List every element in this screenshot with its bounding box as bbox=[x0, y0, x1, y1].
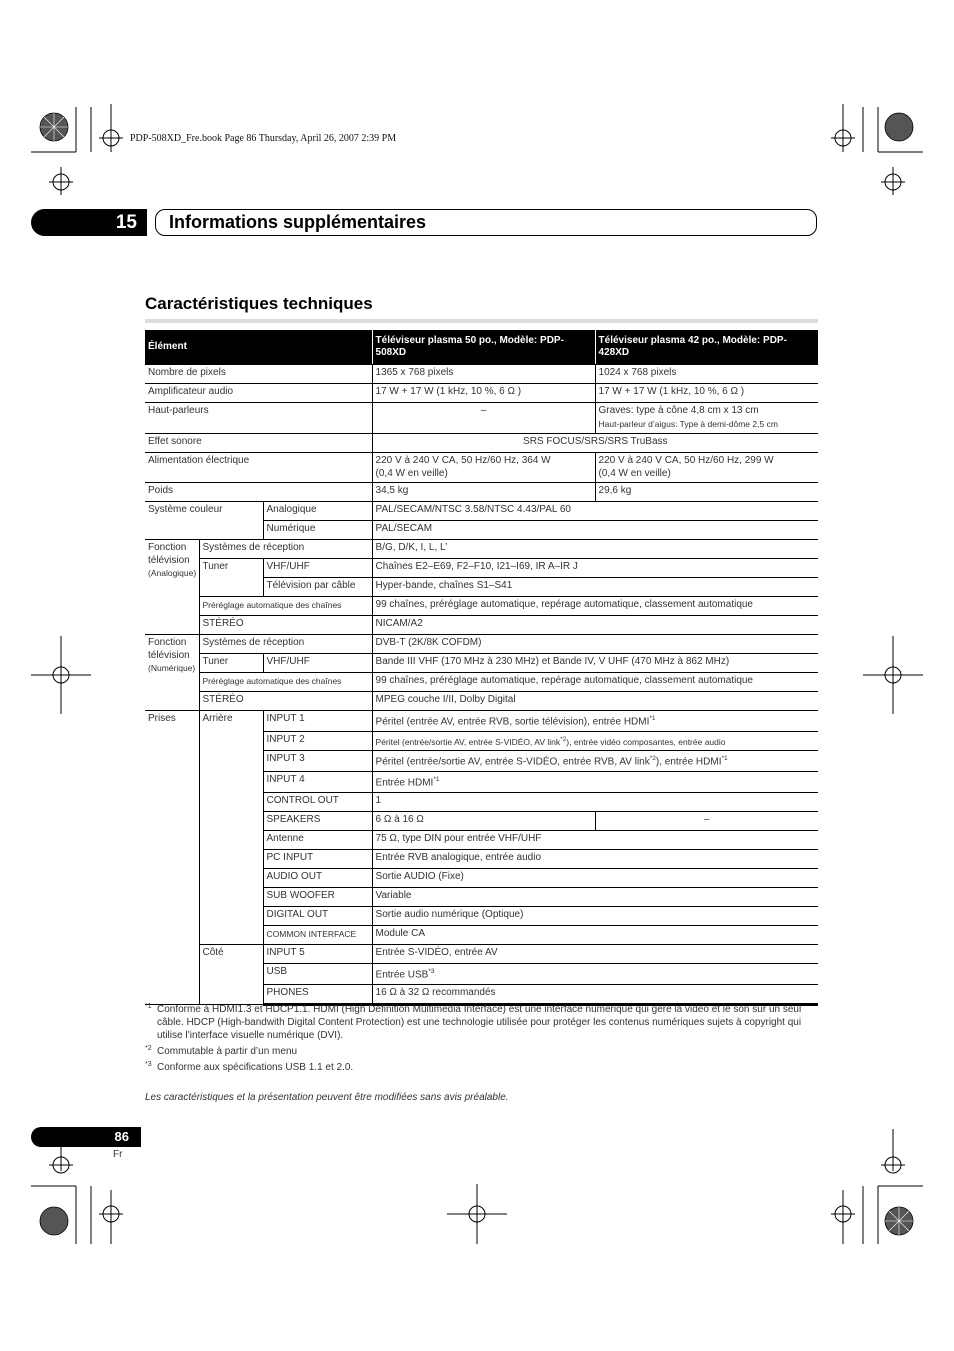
disclaimer: Les caractéristiques et la présentation peuvent être modifiées sans avis préalable. bbox=[145, 1092, 509, 1103]
table-row bbox=[145, 502, 818, 521]
sub-label: Systèmes de réception bbox=[199, 540, 372, 559]
cell-value: PAL/SECAM bbox=[372, 521, 818, 540]
jack-label: AUDIO OUT bbox=[263, 868, 372, 887]
cell-value: NICAM/A2 bbox=[372, 616, 818, 635]
cell-value: 1024 x 768 pixels bbox=[595, 365, 818, 384]
jack-label: INPUT 2 bbox=[263, 731, 372, 750]
footnote bbox=[145, 1045, 818, 1058]
jack-label: INPUT 4 bbox=[263, 771, 372, 792]
header-model-50: Téléviseur plasma 50 po., Modèle: PDP-508XD bbox=[372, 330, 595, 365]
cell-value: 16 Ω à 32 Ω recommandés bbox=[372, 984, 818, 1004]
footnote-text: Conforme à HDMI1.3 et HDCP1.1. HDMI (High Definition Multimedia Interface) est une interface numérique qui gère la vidéo et le son sur un seul câble. HDCP (High-bandwith Digital Content Protection) est une technologie utilisée pour protéger les contenus numériques sujets à copyright qui utilise l’interface visuelle numérique (DVI). bbox=[157, 1004, 802, 1041]
footnote-ref: *1 bbox=[433, 775, 440, 783]
table-header-row bbox=[145, 330, 818, 365]
label-sub: (Analogique) bbox=[148, 568, 197, 578]
section-title: Caractéristiques techniques bbox=[145, 294, 373, 313]
jack-label: DIGITAL OUT bbox=[263, 906, 372, 925]
footnote-ref: *2 bbox=[560, 735, 567, 743]
value-text: Entrée USB bbox=[375, 969, 429, 981]
table-row bbox=[145, 616, 818, 635]
footnote-text: Conforme aux spécifications USB 1.1 et 2.0. bbox=[157, 1062, 354, 1073]
table-row bbox=[145, 483, 818, 502]
print-header: PDP-508XD_Fre.book Page 86 Thursday, April 26, 2007 2:39 PM bbox=[130, 133, 397, 144]
header-element: Élément bbox=[145, 330, 372, 365]
jack-label: INPUT 5 bbox=[263, 944, 372, 963]
jack-label: PHONES bbox=[263, 984, 372, 1004]
cell-value: 29,6 kg bbox=[595, 483, 818, 502]
jack-label: USB bbox=[263, 963, 372, 984]
row-label bbox=[145, 540, 199, 635]
label-line: télévision bbox=[148, 554, 190, 566]
label-line: Fonction bbox=[148, 542, 187, 553]
cell-value: B/G, D/K, I, L, L’ bbox=[372, 540, 818, 559]
cell-value: – bbox=[595, 811, 818, 830]
cell-value bbox=[372, 751, 818, 772]
table-row bbox=[145, 434, 818, 453]
sub-label: Préréglage automatique des chaînes bbox=[199, 597, 372, 616]
cell-value: 75 Ω, type DIN pour entrée VHF/UHF bbox=[372, 830, 818, 849]
table-row bbox=[145, 944, 818, 963]
footnote-mark: *1 bbox=[145, 1003, 152, 1010]
table-row bbox=[145, 453, 818, 483]
row-label: Système couleur bbox=[145, 502, 263, 540]
sub-label: VHF/UHF bbox=[263, 559, 372, 578]
cell-value: PAL/SECAM/NTSC 3.58/NTSC 4.43/PAL 60 bbox=[372, 502, 818, 521]
footnote-ref: *3 bbox=[428, 967, 435, 975]
cell-value: DVB-T (2K/8K COFDM) bbox=[372, 635, 818, 654]
footnote-mark: *3 bbox=[145, 1061, 152, 1068]
header-model-42: Téléviseur plasma 42 po., Modèle: PDP-428XD bbox=[595, 330, 818, 365]
cell-value bbox=[372, 963, 818, 984]
chapter-title: Informations supplémentaires bbox=[169, 212, 427, 232]
cell-value: Entrée RVB analogique, entrée audio bbox=[372, 849, 818, 868]
footnote-mark: *2 bbox=[145, 1045, 152, 1052]
table-row bbox=[145, 635, 818, 654]
sub-label: Côté bbox=[199, 944, 263, 1004]
cell-value: 99 chaînes, préréglage automatique, repérage automatique, classement automatique bbox=[372, 597, 818, 616]
sub-label: Tuner bbox=[199, 559, 263, 597]
label-sub: (Numérique) bbox=[148, 663, 196, 673]
sub-label: Systèmes de réception bbox=[199, 635, 372, 654]
section-divider bbox=[145, 319, 818, 323]
value-text: ), entrée HDMI bbox=[655, 756, 722, 768]
row-label: Effet sonore bbox=[145, 434, 372, 453]
cell-value: SRS FOCUS/SRS/SRS TruBass bbox=[372, 434, 818, 453]
row-label: Alimentation électrique bbox=[145, 453, 372, 483]
table-row bbox=[145, 365, 818, 384]
cell-value: 17 W + 17 W (1 kHz, 10 %, 6 Ω ) bbox=[595, 384, 818, 403]
cell-line: Graves: type à cône 4,8 cm x 13 cm bbox=[598, 405, 759, 416]
sub-label: Numérique bbox=[263, 521, 372, 540]
cell-value bbox=[595, 403, 818, 434]
chapter-number: 15 bbox=[31, 209, 147, 236]
cell-line: 220 V à 240 V CA, 50 Hz/60 Hz, 299 W bbox=[598, 455, 774, 466]
jack-label: INPUT 3 bbox=[263, 751, 372, 772]
value-text: Péritel (entrée/sortie AV, entrée S-VIDÉO, entrée RVB, AV link bbox=[375, 756, 650, 768]
table-row bbox=[145, 597, 818, 616]
cell-value: Chaînes E2–E69, F2–F10, I21–I69, IR A–IR J bbox=[372, 559, 818, 578]
cell-value: Sortie audio numérique (Optique) bbox=[372, 906, 818, 925]
footnote-ref: *1 bbox=[649, 715, 656, 722]
cell-value bbox=[372, 453, 595, 483]
value-text: Péritel (entrée AV, entrée RVB, sortie télévision), entrée HDMI bbox=[375, 716, 650, 728]
footnote-ref: *2 bbox=[649, 755, 656, 763]
jack-label: COMMON INTERFACE bbox=[263, 925, 372, 944]
jack-label: CONTROL OUT bbox=[263, 792, 372, 811]
sub-label: Préréglage automatique des chaînes bbox=[199, 673, 372, 692]
sub-label: Analogique bbox=[263, 502, 372, 521]
table-row bbox=[145, 384, 818, 403]
cell-value: MPEG couche I/II, Dolby Digital bbox=[372, 692, 818, 711]
cell-value: 1365 x 768 pixels bbox=[372, 365, 595, 384]
jack-label: INPUT 1 bbox=[263, 711, 372, 732]
table-row bbox=[145, 559, 818, 578]
value-text: Entrée HDMI bbox=[375, 777, 434, 789]
cell-value bbox=[595, 453, 818, 483]
row-label: Nombre de pixels bbox=[145, 365, 372, 384]
cell-line: (0,4 W en veille) bbox=[598, 467, 671, 479]
jack-label: Antenne bbox=[263, 830, 372, 849]
sub-label: VHF/UHF bbox=[263, 654, 372, 673]
sub-label: Télévision par câble bbox=[263, 578, 372, 597]
label-line: Fonction bbox=[148, 637, 187, 648]
cell-value bbox=[372, 731, 818, 750]
label-line: télévision bbox=[148, 649, 190, 661]
page-number: 86 bbox=[31, 1127, 141, 1147]
table-row bbox=[145, 673, 818, 692]
cell-value: Variable bbox=[372, 887, 818, 906]
footnote bbox=[145, 1061, 818, 1074]
cell-value: Module CA bbox=[372, 925, 818, 944]
row-label bbox=[145, 635, 199, 711]
footnote-text: Commutable à partir d’un menu bbox=[157, 1046, 298, 1057]
value-text: Péritel (entrée/sortie AV, entrée S-VIDÉO, AV link bbox=[375, 736, 561, 747]
cell-value: 6 Ω à 16 Ω bbox=[372, 811, 595, 830]
table-row bbox=[145, 540, 818, 559]
cell-value: 99 chaînes, préréglage automatique, repérage automatique, classement automatique bbox=[372, 673, 818, 692]
jack-label: PC INPUT bbox=[263, 849, 372, 868]
table-row bbox=[145, 403, 818, 434]
specifications-table bbox=[145, 330, 818, 1006]
table-row bbox=[145, 654, 818, 673]
footnotes bbox=[145, 1003, 818, 1077]
row-label: Amplificateur audio bbox=[145, 384, 372, 403]
cell-value: Bande III VHF (170 MHz à 230 MHz) et Bande IV, V UHF (470 MHz à 862 MHz) bbox=[372, 654, 818, 673]
table-row bbox=[145, 692, 818, 711]
language-code: Fr bbox=[113, 1149, 123, 1160]
cell-value: Hyper-bande, chaînes S1–S41 bbox=[372, 578, 818, 597]
cell-line: Haut-parleur d’aigus: Type à demi-dôme 2,5 cm bbox=[598, 418, 778, 429]
footnote bbox=[145, 1003, 818, 1042]
sub-label: STÉRÉO bbox=[199, 616, 372, 635]
chapter-bar bbox=[31, 209, 817, 236]
row-label: Haut-parleurs bbox=[145, 403, 372, 434]
cell-value: 1 bbox=[372, 792, 818, 811]
cell-line: 220 V à 240 V CA, 50 Hz/60 Hz, 364 W bbox=[375, 455, 551, 466]
cell-value: 17 W + 17 W (1 kHz, 10 %, 6 Ω ) bbox=[372, 384, 595, 403]
cell-value: – bbox=[372, 403, 595, 434]
cell-value: Entrée S-VIDÉO, entrée AV bbox=[372, 944, 818, 963]
cell-value: 34,5 kg bbox=[372, 483, 595, 502]
table-row bbox=[145, 711, 818, 732]
cell-value bbox=[372, 771, 818, 792]
cell-line: (0,4 W en veille) bbox=[375, 467, 448, 479]
cell-value bbox=[372, 711, 818, 732]
sub-label: STÉRÉO bbox=[199, 692, 372, 711]
jack-label: SPEAKERS bbox=[263, 811, 372, 830]
jack-label: SUB WOOFER bbox=[263, 887, 372, 906]
footnote-ref: *1 bbox=[721, 755, 728, 763]
sub-label: Arrière bbox=[199, 711, 263, 945]
cell-value: Sortie AUDIO (Fixe) bbox=[372, 868, 818, 887]
row-label: Poids bbox=[145, 483, 372, 502]
chapter-title-box bbox=[155, 209, 817, 236]
value-text: ), entrée vidéo composantes, entrée audio bbox=[566, 736, 726, 747]
sub-label: Tuner bbox=[199, 654, 263, 673]
row-label: Prises bbox=[145, 711, 199, 1005]
